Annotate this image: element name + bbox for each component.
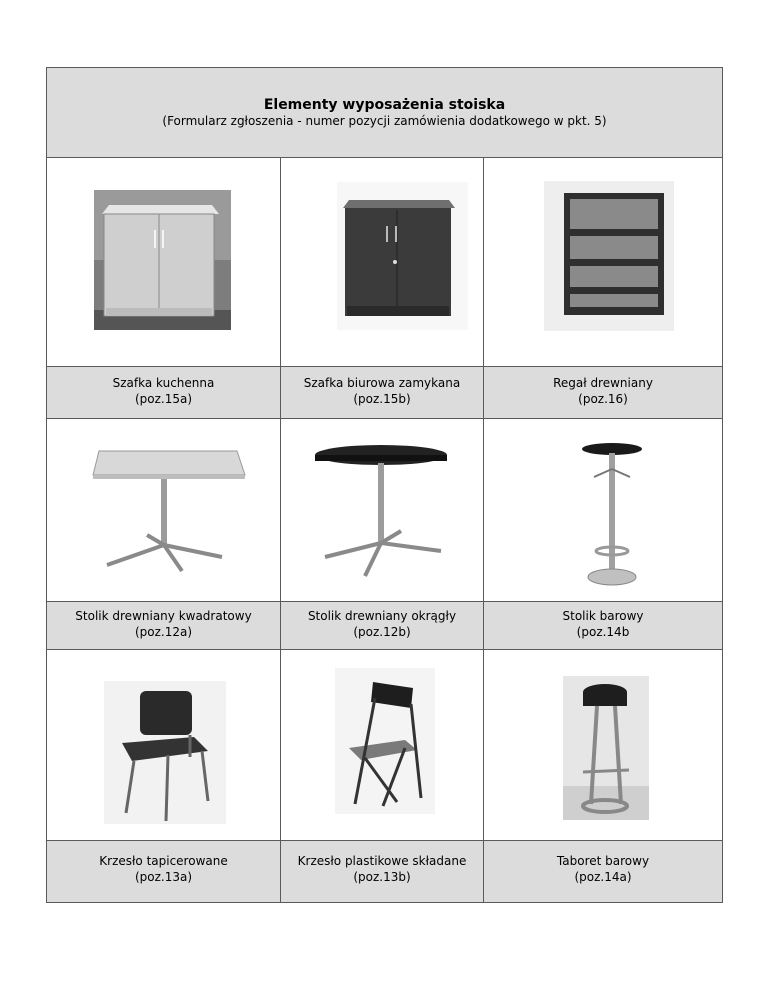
folding-chair-icon [335, 668, 435, 814]
caption-cell [484, 367, 722, 418]
image-cell-round-table [281, 419, 483, 601]
round-table-icon [313, 441, 453, 586]
image-cell-kitchen-cabinet [47, 158, 280, 366]
caption-cell [281, 841, 483, 902]
image-cell-office-cabinet [281, 158, 483, 366]
item-code: (poz.15b) [353, 392, 411, 406]
item-code: (poz.14b [576, 625, 630, 639]
office-cabinet-icon [337, 182, 468, 330]
item-name: Taboret barowy [556, 854, 650, 868]
equipment-sheet [46, 67, 723, 903]
caption-cell [47, 602, 280, 649]
bar-stool-icon [563, 676, 649, 820]
image-cell-folding-chair [281, 650, 483, 840]
item-name: Stolik barowy [562, 609, 644, 623]
kitchen-cabinet-icon [94, 190, 231, 330]
item-name: Krzesło plastikowe składane [297, 854, 467, 868]
item-code: (poz.13a) [134, 870, 193, 884]
item-name: Regał drewniany [553, 376, 653, 390]
item-name: Stolik drewniany kwadratowy [75, 609, 252, 623]
sheet-header [47, 68, 722, 158]
square-table-icon [87, 445, 247, 575]
caption-cell [47, 841, 280, 902]
item-name: Stolik drewniany okrągły [307, 609, 457, 623]
bar-table-icon [580, 439, 650, 589]
image-cell-upholstered-chair [47, 650, 280, 840]
image-cell-bar-stool [484, 650, 722, 840]
item-code: (poz.16) [578, 392, 628, 406]
item-code: (poz.15a) [134, 392, 193, 406]
item-name: Szafka biurowa zamykana [303, 376, 461, 390]
item-name: Szafka kuchenna [112, 376, 215, 390]
caption-cell [484, 841, 722, 902]
item-code: (poz.12b) [353, 625, 411, 639]
upholstered-chair-icon [104, 681, 226, 824]
caption-cell [47, 367, 280, 418]
sheet-subtitle: (Formularz zgłoszenia - numer pozycji zamówienia dodatkowego w pkt. 5) [162, 114, 607, 128]
bookshelf-icon [544, 181, 674, 331]
item-code: (poz.12a) [134, 625, 193, 639]
image-cell-bookshelf [484, 158, 722, 366]
item-code: (poz.13b) [353, 870, 411, 884]
sheet-title: Elementy wyposażenia stoiska [263, 97, 506, 113]
image-cell-bar-table [484, 419, 722, 601]
caption-cell [281, 602, 483, 649]
caption-cell [484, 602, 722, 649]
item-name: Krzesło tapicerowane [99, 854, 228, 868]
image-cell-square-table [47, 419, 280, 601]
caption-cell [281, 367, 483, 418]
item-code: (poz.14a) [574, 870, 632, 884]
